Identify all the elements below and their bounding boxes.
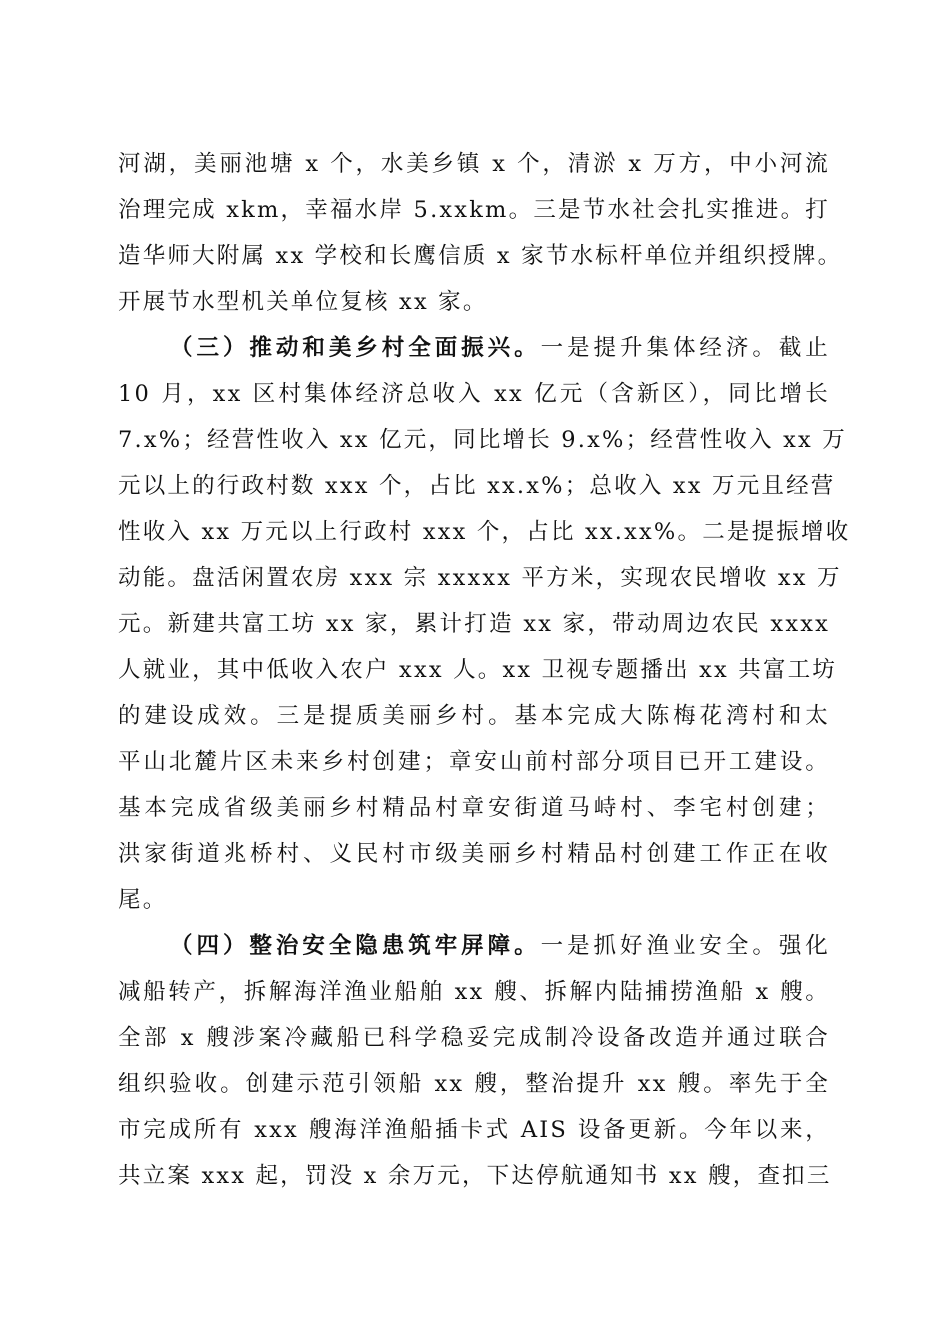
section-three-first-line xyxy=(170,328,830,368)
text-line: 7.x%；经营性收入 xx 亿元，同比增长 9.x%；经营性收入 xx 万 xyxy=(118,427,847,453)
text-line: 减船转产，拆解海洋渔业船舶 xx 艘、拆解内陆捕捞渔船 x 艘。 xyxy=(118,979,830,1005)
text-line: 的建设成效。三是提质美丽乡村。基本完成大陈梅花湾村和太 xyxy=(118,703,830,729)
text-line: 河湖，美丽池塘 x 个，水美乡镇 x 个，清淤 x 万方，中小河流 xyxy=(118,151,830,177)
text-line: 全部 x 艘涉案冷藏船已科学稳妥完成制冷设备改造并通过联合 xyxy=(118,1025,830,1051)
text-line: 共立案 xxx 起，罚没 x 余万元，下达停航通知书 xx 艘，查扣三 xyxy=(118,1163,832,1189)
text-line: 元。新建共富工坊 xx 家，累计打造 xx 家，带动周边农民 xxxx xyxy=(118,611,830,637)
text-line: 治理完成 xkm，幸福水岸 5.xxkm。三是节水社会扎实推进。打 xyxy=(118,197,830,223)
section-four-first-line xyxy=(170,926,830,966)
text-line: 性收入 xx 万元以上行政村 xxx 个，占比 xx.xx%。二是提振增收 xyxy=(118,519,851,545)
text-line: 基本完成省级美丽乡村精品村章安街道马峙村、李宅村创建； xyxy=(118,795,830,821)
text-line: 组织验收。创建示范引领船 xx 艘，整治提升 xx 艘。率先于全 xyxy=(118,1071,830,1097)
text-line: 造华师大附属 xx 学校和长鹰信质 x 家节水标杆单位并组织授牌。 xyxy=(118,243,843,269)
text-line: 元以上的行政村数 xxx 个，占比 xx.x%；总收入 xx 万元且经营 xyxy=(118,473,836,499)
text-line: 10 月，xx 区村集体经济总收入 xx 亿元（含新区），同比增长 xyxy=(118,381,830,407)
section-three-heading: （三）推动和美乡村全面振兴。 xyxy=(170,335,541,361)
section-three-first-line-text: 一是提升集体经济。截止 xyxy=(540,335,830,361)
text-line: 动能。盘活闲置农房 xxx 宗 xxxxx 平方米，实现农民增收 xx 万 xyxy=(118,565,842,591)
text-line: 开展节水型机关单位复核 xx 家。 xyxy=(118,289,488,315)
text-line: 洪家街道兆桥村、义民村市级美丽乡村精品村创建工作正在收 xyxy=(118,841,830,867)
text-line: 人就业，其中低收入农户 xxx 人。xx 卫视专题播出 xx 共富工坊 xyxy=(118,657,838,683)
text-line: 平山北麓片区未来乡村创建；章安山前村部分项目已开工建设。 xyxy=(118,749,830,775)
section-four-first-line-text: 一是抓好渔业安全。强化 xyxy=(540,933,830,959)
section-four-heading: （四）整治安全隐患筑牢屏障。 xyxy=(170,933,541,959)
text-line: 尾。 xyxy=(118,887,168,913)
text-line: 市完成所有 xxx 艘海洋渔船插卡式 AIS 设备更新。今年以来， xyxy=(118,1117,830,1143)
